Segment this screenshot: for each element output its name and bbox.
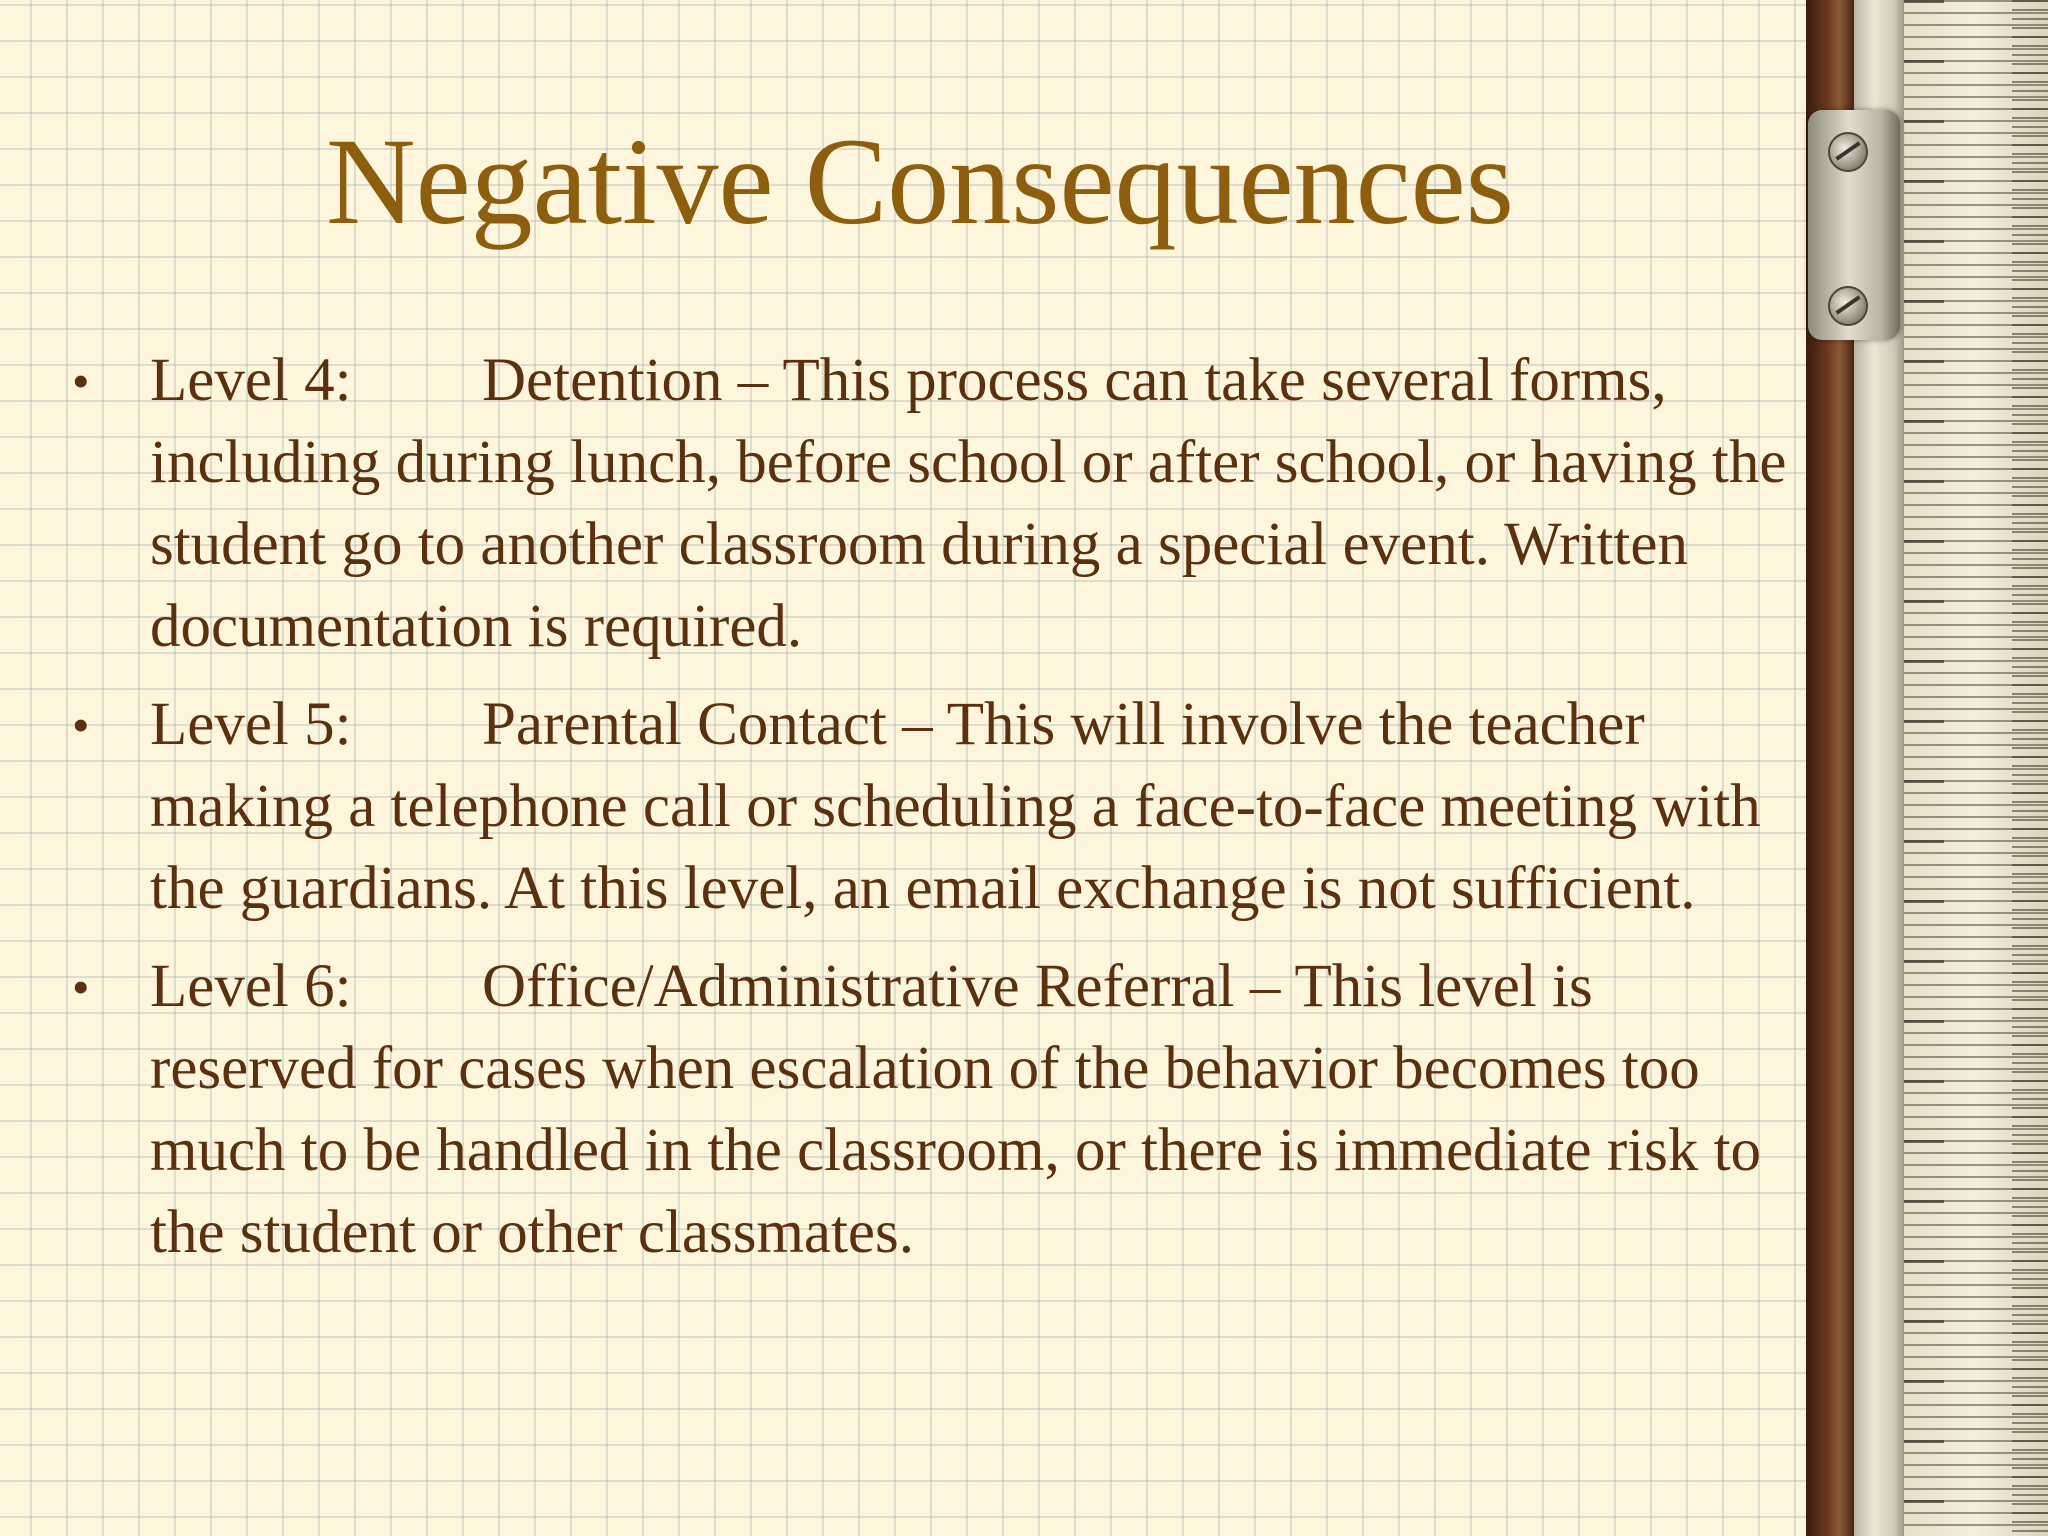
ruler-clamp [1808, 110, 1900, 340]
bullet-dot-icon: • [72, 353, 90, 409]
screw-icon [1828, 132, 1868, 172]
bullet-dot-icon: • [72, 959, 90, 1015]
ruler-major-ticks [1904, 0, 1944, 1536]
bullet-list [0, 340, 1790, 1290]
bullet-dot-icon: • [72, 697, 90, 753]
bullet-item-level-4 [0, 340, 1790, 668]
screw-icon [1828, 286, 1868, 326]
ruler-minor-ticks [2012, 0, 2048, 1536]
level-label: Level 6: [150, 953, 352, 1020]
ruler-decoration [1806, 0, 2048, 1536]
bullet-item-level-6 [0, 946, 1790, 1274]
slide-title: Negative Consequences [326, 113, 1514, 250]
level-description: Detention – This process can take several forms, including during lunch, before school or after school, or having the student go to another classroom during a special event. Written documentation is required. [150, 347, 1787, 660]
bullet-item-level-5 [0, 684, 1790, 930]
level-description: Parental Contact – This will involve the teacher making a telephone call or scheduling a face-to-face meeting with the guardians. At this level, an email exchange is not sufficient. [150, 691, 1761, 922]
level-label: Level 5: [150, 691, 352, 758]
level-description: Office/Administrative Referral – This level is reserved for cases when escalation of the behavior becomes too much to be handled in the classroom, or there is immediate risk to the student or other classmates. [150, 953, 1762, 1266]
level-label: Level 4: [150, 347, 352, 414]
